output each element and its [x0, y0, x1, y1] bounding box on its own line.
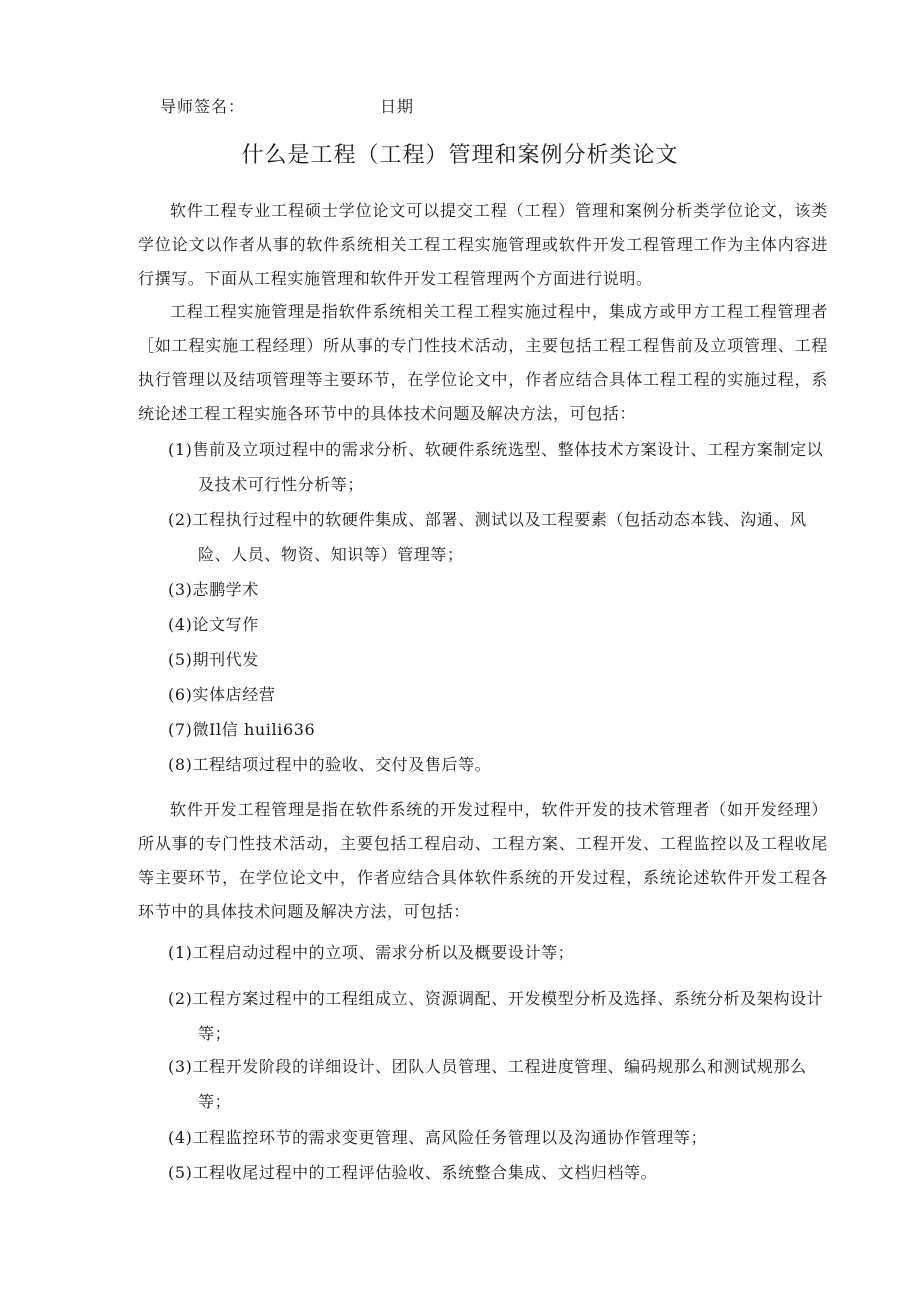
item-text: 工程结项过程中的验收、交付及售后等。: [192, 755, 492, 774]
section1-item-2: [168, 502, 828, 572]
section1-item-8: [168, 747, 828, 782]
intro-paragraph: 软件工程专业工程硕士学位论文可以提交工程（工程）管理和案例分析类学位论文，该类学位论文以作者从事的软件系统相关工程工程实施管理或软件开发工程管理工作为主体内容进行撰写。下面从工程实施管理和软件开发工程管理两个方面进行说明。: [138, 201, 828, 288]
section2-paragraph: 软件开发工程管理是指在软件系统的开发过程中，软件开发的技术管理者（如开发经理）所从事的专门性技术活动，主要包括工程启动、工程方案、工程开发、工程监控以及工程收尾等主要环节，在学位论文中，作者应结合具体软件系统的开发过程，系统论述软件开发工程各环节中的具体技术问题及解决方法，可包括：: [138, 800, 828, 921]
date-label: 日期: [380, 97, 415, 116]
item-text: 微Il信 huili636: [192, 720, 316, 739]
section1-item-5: [168, 642, 828, 677]
section1-item-4: [168, 607, 828, 642]
item-text: 实体店经营: [192, 685, 276, 704]
item-text: 售前及立项过程中的需求分析、软硬件系统选型、整体技术方案设计、工程方案制定以及技术可行性分析等；: [192, 440, 824, 494]
item-text: 论文写作: [192, 615, 259, 634]
item-number: (4): [168, 1128, 193, 1147]
item-number: (8): [168, 755, 193, 774]
section1-paragraph: 工程工程实施管理是指软件系统相关工程工程实施过程中，集成方或甲方工程工程管理者［如工程实施工程经理）所从事的专门性技术活动，主要包括工程工程售前及立项管理、工程执行管理以及结项管理等主要环节，在学位论文中，作者应结合具体工程工程的实施过程，系统论述工程工程实施各环节中的具体技术问题及解决方法，可包括：: [138, 302, 828, 423]
item-number: (2): [168, 989, 193, 1008]
section1-item-6: [168, 677, 828, 712]
item-number: (5): [168, 1163, 193, 1182]
item-text: 志鹏学术: [192, 580, 259, 599]
item-number: (1): [168, 943, 193, 962]
document-title: 什么是工程（工程）管理和案例分析类论文: [241, 143, 679, 168]
item-text: 工程开发阶段的详细设计、团队人员管理、工程进度管理、编码规那么和测试规那么等；: [192, 1057, 807, 1111]
item-number: (7): [168, 720, 193, 739]
item-number: (2): [168, 510, 193, 529]
item-number: (4): [168, 615, 193, 634]
section2-item-5: [168, 1155, 828, 1190]
item-text: 工程方案过程中的工程组成立、资源调配、开发模型分析及选择、系统分析及架构设计等；: [192, 989, 824, 1043]
item-text: 工程执行过程中的软硬件集成、部署、测试以及工程要素（包括动态本钱、沟通、风险、人员、物资、知识等）管理等；: [192, 510, 807, 564]
item-number: (3): [168, 1057, 193, 1076]
section1-item-7: [168, 712, 828, 747]
item-number: (6): [168, 685, 193, 704]
item-number: (5): [168, 650, 193, 669]
section1-item-1: [168, 432, 828, 502]
section1-item-3: [168, 572, 828, 607]
section2-item-3: [168, 1049, 828, 1119]
item-text: 工程收尾过程中的工程评估验收、系统整合集成、文档归档等。: [192, 1163, 658, 1182]
signature-label: 导师签名：: [160, 97, 246, 116]
item-number: (3): [168, 580, 193, 599]
section2-item-2: [168, 981, 828, 1051]
section2-item-1: [168, 935, 828, 970]
item-text: 工程监控环节的需求变更管理、高风险任务管理以及沟通协作管理等；: [192, 1128, 708, 1147]
item-text: 工程启动过程中的立项、需求分析以及概要设计等；: [192, 943, 575, 962]
section2-item-4: [168, 1120, 828, 1155]
item-number: (1): [168, 440, 193, 459]
item-text: 期刊代发: [192, 650, 259, 669]
